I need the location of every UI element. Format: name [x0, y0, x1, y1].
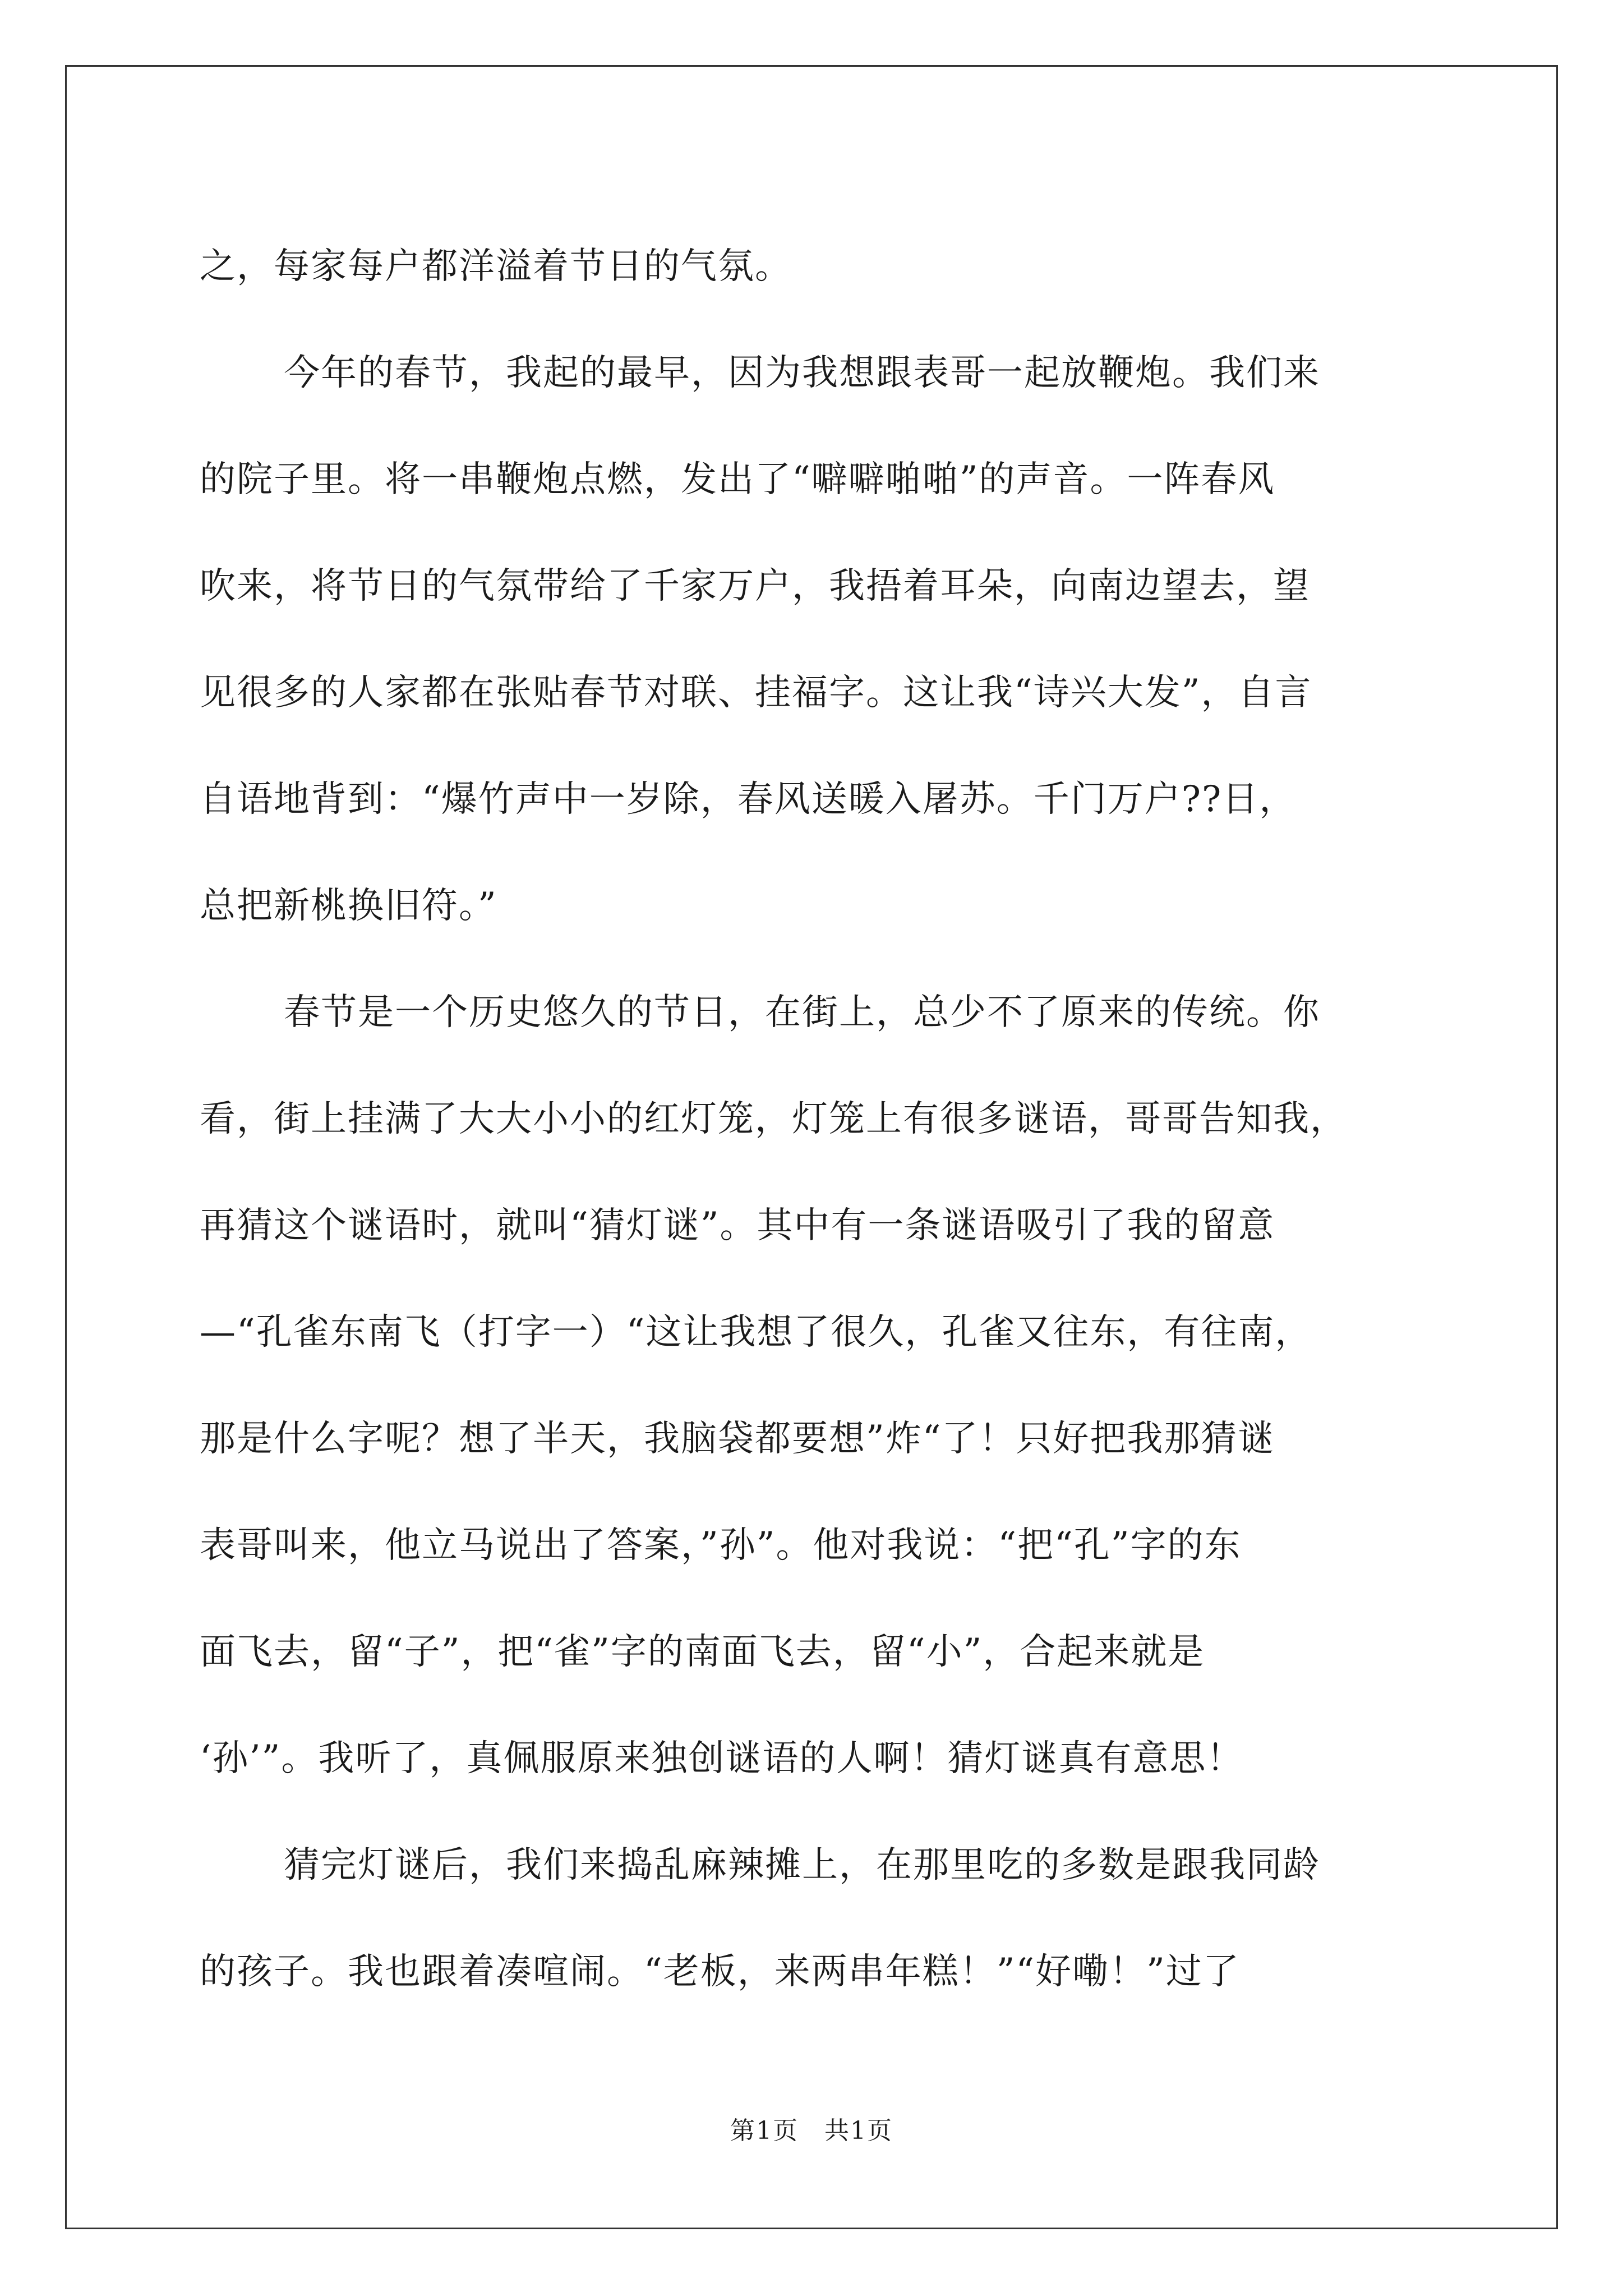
text-line: 见很多的人家都在张贴春节对联、挂福字。这让我“诗兴大发”，自言 [200, 672, 1312, 714]
page-number-footer: 第1页 共1页 [730, 2116, 893, 2145]
text-line-paragraph-start: 猜完灯谜后，我们来捣乱麻辣摊上，在那里吃的多数是跟我同龄 [284, 1844, 1320, 1886]
text-line: —“孔雀东南飞（打字一）“这让我想了很久，孔雀又往东，有往南， [200, 1312, 1312, 1353]
text-line: 的院子里。将一串鞭炮点燃，发出了“噼噼啪啪”的声音。一阵春风 [200, 459, 1275, 500]
text-line: ‘孙’”。我听了，真佩服原来独创谜语的人啊！猜灯谜真有意思！ [200, 1738, 1244, 1779]
text-line: 之，每家每户都洋溢着节日的气氛。 [200, 246, 792, 287]
text-line: 面飞去，留“子”，把“雀”字的南面飞去，留“小”，合起来就是 [200, 1631, 1205, 1673]
text-line: 吹来，将节日的气氛带给了千家万户，我捂着耳朵，向南边望去，望 [200, 565, 1310, 607]
document-body [200, 213, 1439, 2025]
text-line: 那是什么字呢？想了半天，我脑袋都要想”炸“了！只好把我那猜谜 [200, 1418, 1275, 1460]
text-line-paragraph-start: 春节是一个历史悠久的节日，在街上，总少不了原来的传统。你 [284, 992, 1320, 1033]
text-line: 总把新桃换旧符。” [200, 885, 497, 927]
text-line: 自语地背到：“爆竹声中一岁除，春风送暖入屠苏。千门万户??日， [200, 779, 1297, 820]
text-line-paragraph-start: 今年的春节，我起的最早，因为我想跟表哥一起放鞭炮。我们来 [284, 352, 1320, 394]
text-line: 的孩子。我也跟着凑喧闹。“老板，来两串年糕！”“好嘞！”过了 [200, 1951, 1240, 1993]
text-line: 表哥叫来，他立马说出了答案，”孙”。他对我说：“把“孔”字的东 [200, 1525, 1242, 1566]
text-line: 看，街上挂满了大大小小的红灯笼，灯笼上有很多谜语，哥哥告知我， [200, 1098, 1347, 1140]
text-line: 再猜这个谜语时，就叫“猜灯谜”。其中有一条谜语吸引了我的留意 [200, 1205, 1275, 1246]
